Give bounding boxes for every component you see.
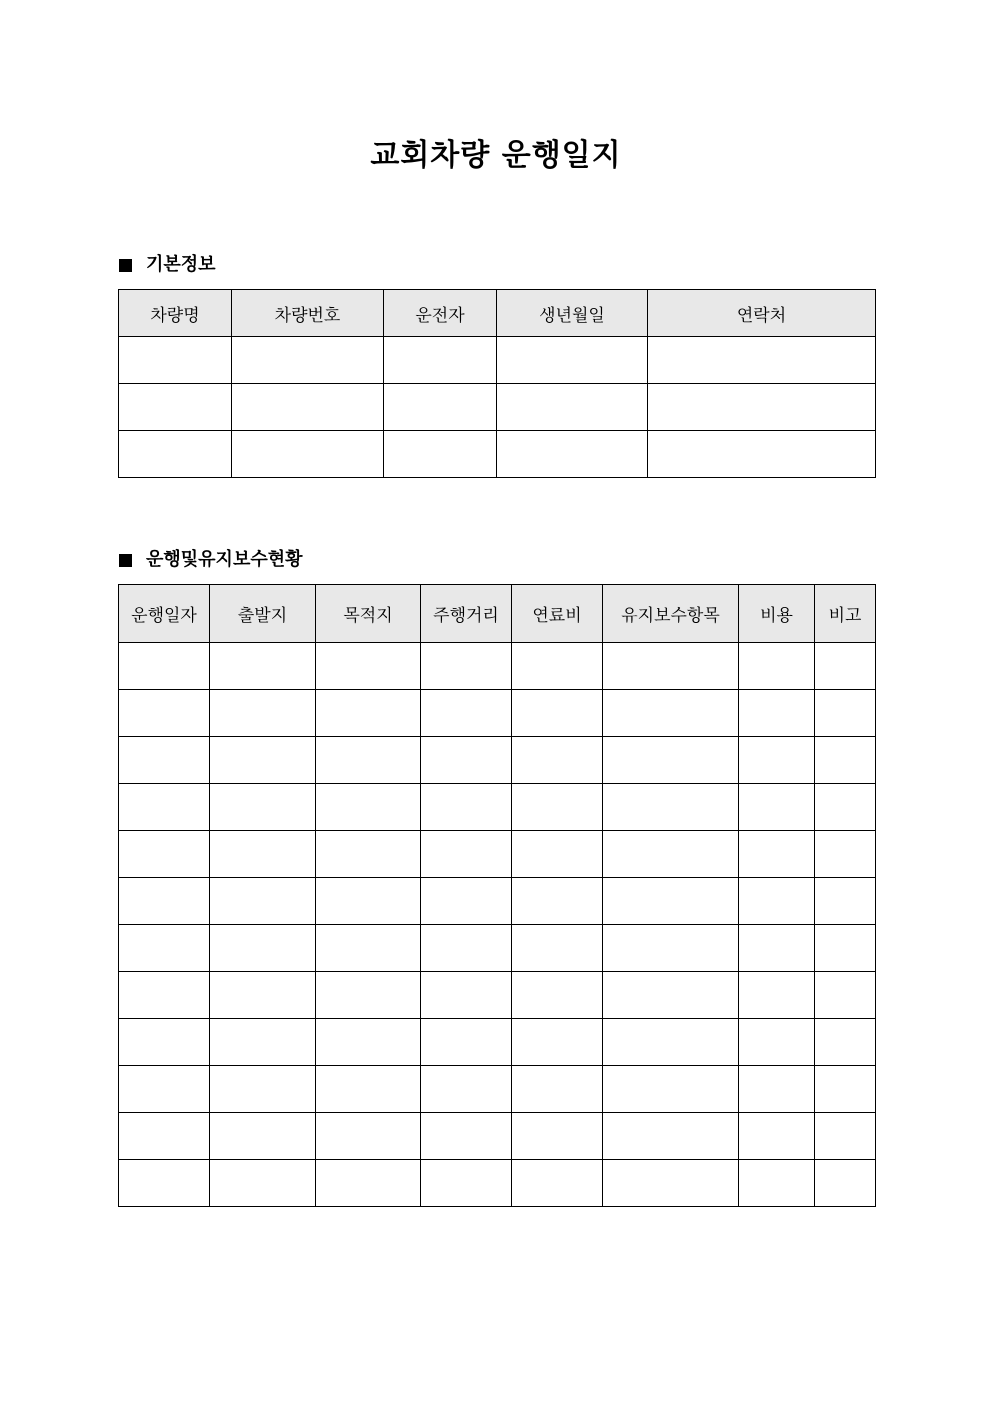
table-cell[interactable] <box>119 737 210 784</box>
table-cell[interactable] <box>210 878 316 925</box>
table-row <box>119 337 876 384</box>
table-cell[interactable] <box>210 1160 316 1207</box>
table-cell[interactable] <box>119 1019 210 1066</box>
column-header: 비고 <box>815 585 876 643</box>
table-header-row <box>119 585 876 643</box>
table-row <box>119 1019 876 1066</box>
table-cell[interactable] <box>497 337 648 384</box>
table-row <box>119 690 876 737</box>
table-cell[interactable] <box>497 431 648 478</box>
table-cell[interactable] <box>739 643 815 690</box>
table-cell[interactable] <box>119 384 232 431</box>
column-header: 유지보수항목 <box>603 585 739 643</box>
table-cell[interactable] <box>232 431 384 478</box>
column-header: 차량명 <box>119 290 232 337</box>
table-cell[interactable] <box>512 1160 603 1207</box>
table-cell[interactable] <box>603 1019 739 1066</box>
table-cell[interactable] <box>119 784 210 831</box>
table-cell[interactable] <box>739 1160 815 1207</box>
table-cell[interactable] <box>739 1113 815 1160</box>
table-cell[interactable] <box>815 831 876 878</box>
table-cell[interactable] <box>512 784 603 831</box>
table-row <box>119 925 876 972</box>
table-cell[interactable] <box>739 784 815 831</box>
table-row <box>119 831 876 878</box>
column-header: 차량번호 <box>232 290 384 337</box>
table-row <box>119 1066 876 1113</box>
table-cell[interactable] <box>512 690 603 737</box>
operation-log-table <box>118 584 876 1207</box>
table-cell[interactable] <box>815 643 876 690</box>
table-cell[interactable] <box>739 1066 815 1113</box>
table-cell[interactable] <box>739 831 815 878</box>
table-cell[interactable] <box>316 784 421 831</box>
column-header: 생년월일 <box>497 290 648 337</box>
table-cell[interactable] <box>210 831 316 878</box>
table-cell[interactable] <box>210 1113 316 1160</box>
table-cell[interactable] <box>603 1113 739 1160</box>
table-cell[interactable] <box>421 1019 512 1066</box>
table-cell[interactable] <box>739 972 815 1019</box>
table-cell[interactable] <box>648 337 876 384</box>
table-cell[interactable] <box>384 337 497 384</box>
table-cell[interactable] <box>739 737 815 784</box>
table-cell[interactable] <box>421 1160 512 1207</box>
table-cell[interactable] <box>316 1019 421 1066</box>
table-cell[interactable] <box>603 690 739 737</box>
table-cell[interactable] <box>512 972 603 1019</box>
column-header: 운전자 <box>384 290 497 337</box>
table-cell[interactable] <box>739 925 815 972</box>
table-cell[interactable] <box>210 1066 316 1113</box>
table-cell[interactable] <box>603 925 739 972</box>
table-cell[interactable] <box>316 643 421 690</box>
table-cell[interactable] <box>603 972 739 1019</box>
column-header: 목적지 <box>316 585 421 643</box>
table-cell[interactable] <box>739 1019 815 1066</box>
table-cell[interactable] <box>316 1113 421 1160</box>
table-cell[interactable] <box>421 1066 512 1113</box>
table-cell[interactable] <box>119 925 210 972</box>
table-cell[interactable] <box>512 1113 603 1160</box>
table-cell[interactable] <box>119 1113 210 1160</box>
table-cell[interactable] <box>210 643 316 690</box>
table-cell[interactable] <box>316 925 421 972</box>
table-cell[interactable] <box>815 784 876 831</box>
table-cell[interactable] <box>421 737 512 784</box>
table-cell[interactable] <box>512 1066 603 1113</box>
table-cell[interactable] <box>210 925 316 972</box>
table-cell[interactable] <box>512 643 603 690</box>
table-row <box>119 643 876 690</box>
table-row <box>119 431 876 478</box>
table-row <box>119 784 876 831</box>
document-title: 교회차량 운행일지 <box>370 138 622 173</box>
table-cell[interactable] <box>512 1019 603 1066</box>
table-cell[interactable] <box>210 972 316 1019</box>
table-header-row <box>119 290 876 337</box>
table-cell[interactable] <box>210 784 316 831</box>
table-cell[interactable] <box>210 1019 316 1066</box>
table-row <box>119 878 876 925</box>
table-cell[interactable] <box>648 431 876 478</box>
table-cell[interactable] <box>512 831 603 878</box>
table-cell[interactable] <box>210 737 316 784</box>
table-cell[interactable] <box>815 1066 876 1113</box>
table-cell[interactable] <box>119 831 210 878</box>
table-cell[interactable] <box>815 1019 876 1066</box>
table-row <box>119 737 876 784</box>
table-cell[interactable] <box>316 831 421 878</box>
table-row <box>119 972 876 1019</box>
table-cell[interactable] <box>739 878 815 925</box>
table-cell[interactable] <box>603 784 739 831</box>
table-cell[interactable] <box>421 972 512 1019</box>
table-cell[interactable] <box>421 831 512 878</box>
table-cell[interactable] <box>603 1160 739 1207</box>
table-cell[interactable] <box>316 690 421 737</box>
table-cell[interactable] <box>815 690 876 737</box>
table-cell[interactable] <box>316 972 421 1019</box>
table-cell[interactable] <box>603 643 739 690</box>
table-cell[interactable] <box>739 690 815 737</box>
table-cell[interactable] <box>421 643 512 690</box>
table-cell[interactable] <box>119 1066 210 1113</box>
table-cell[interactable] <box>119 878 210 925</box>
table-cell[interactable] <box>384 384 497 431</box>
table-cell[interactable] <box>815 1160 876 1207</box>
table-cell[interactable] <box>384 431 497 478</box>
table-cell[interactable] <box>119 431 232 478</box>
table-cell[interactable] <box>210 690 316 737</box>
table-cell[interactable] <box>421 784 512 831</box>
table-cell[interactable] <box>603 737 739 784</box>
column-header: 연락처 <box>648 290 876 337</box>
table-cell[interactable] <box>497 384 648 431</box>
square-bullet-icon <box>119 259 132 272</box>
table-cell[interactable] <box>815 1113 876 1160</box>
table-cell[interactable] <box>119 337 232 384</box>
table-cell[interactable] <box>232 337 384 384</box>
table-row <box>119 1160 876 1207</box>
basic-info-heading-text: 기본정보 <box>146 254 216 275</box>
column-header: 연료비 <box>512 585 603 643</box>
table-cell[interactable] <box>316 737 421 784</box>
table-cell[interactable] <box>421 878 512 925</box>
table-cell[interactable] <box>603 1066 739 1113</box>
column-header: 운행일자 <box>119 585 210 643</box>
table-cell[interactable] <box>815 737 876 784</box>
table-cell[interactable] <box>648 384 876 431</box>
table-cell[interactable] <box>815 972 876 1019</box>
table-row <box>119 384 876 431</box>
table-cell[interactable] <box>421 690 512 737</box>
table-cell[interactable] <box>512 878 603 925</box>
table-cell[interactable] <box>603 878 739 925</box>
table-cell[interactable] <box>119 690 210 737</box>
table-cell[interactable] <box>119 643 210 690</box>
table-cell[interactable] <box>421 925 512 972</box>
table-cell[interactable] <box>603 831 739 878</box>
operation-log-heading-text: 운행및유지보수현황 <box>146 549 303 570</box>
table-cell[interactable] <box>512 737 603 784</box>
basic-info-heading <box>119 253 216 277</box>
table-cell[interactable] <box>815 878 876 925</box>
table-cell[interactable] <box>512 925 603 972</box>
basic-info-table <box>118 289 876 478</box>
table-cell[interactable] <box>232 384 384 431</box>
column-header: 출발지 <box>210 585 316 643</box>
table-cell[interactable] <box>815 925 876 972</box>
table-cell[interactable] <box>421 1113 512 1160</box>
column-header: 비용 <box>739 585 815 643</box>
table-cell[interactable] <box>119 1160 210 1207</box>
column-header: 주행거리 <box>421 585 512 643</box>
table-cell[interactable] <box>316 1066 421 1113</box>
table-row <box>119 1113 876 1160</box>
square-bullet-icon <box>119 554 132 567</box>
table-cell[interactable] <box>119 972 210 1019</box>
table-cell[interactable] <box>316 878 421 925</box>
operation-log-heading <box>119 548 303 572</box>
table-cell[interactable] <box>316 1160 421 1207</box>
